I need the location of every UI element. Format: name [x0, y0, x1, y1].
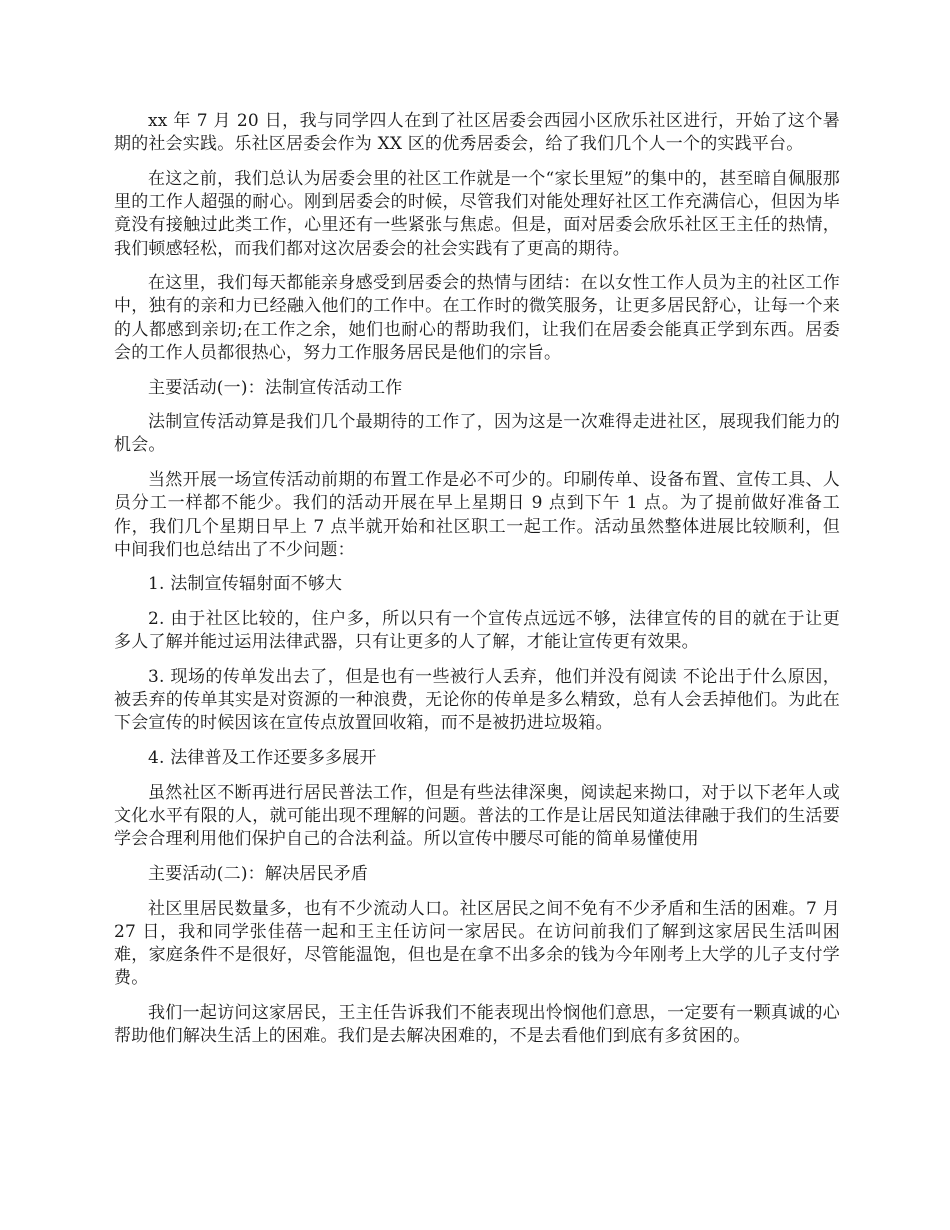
- numbered-item: 3. 现场的传单发出去了，但是也有一些被行人丢弃，他们并没有阅读 不论出于什么原因，被丢弃的传单其实是对资源的一种浪费，无论你的传单是多么精致，总有人会丢掉他们。为此在下会宣传的时候因该在宣传点放置回收箱，而不是被扔进垃圾箱。: [114, 667, 840, 734]
- paragraph: 在这里，我们每天都能亲身感受到居委会的热情与团结：在以女性工作人员为主的社区工作中，独有的亲和力已经融入他们的工作中。在工作时的微笑服务，让更多居民舒心，让每一个来的人都感到亲切;在工作之余，她们也耐心的帮助我们，让我们在居委会能真正学到东西。居委会的工作人员都很热心，努力工作服务居民是他们的宗旨。: [114, 273, 840, 363]
- paragraph: 当然开展一场宣传活动前期的布置工作是必不可少的。印刷传单、设备布置、宣传工具、人员分工一样都不能少。我们的活动开展在早上星期日 9 点到下午 1 点。为了提前做好准备工作，我们几个星期日早上 7 点半就开始和社区职工一起工作。活动虽然整体进展比较顺利，但中间我们也总结出了不少问题：: [114, 470, 840, 560]
- paragraph: 我们一起访问这家居民，王主任告诉我们不能表现出怜悯他们意思，一定要有一颗真诚的心帮助他们解决生活上的困难。我们是去解决困难的，不是去看他们到底有多贫困的。: [114, 1003, 840, 1047]
- document-body: [114, 110, 840, 1060]
- paragraph: 虽然社区不断再进行居民普法工作，但是有些法律深奥，阅读起来拗口，对于以下老年人或文化水平有限的人，就可能出现不理解的问题。普法的工作是让居民知道法律融于我们的生活要学会合理利用他们保护自己的合法利益。所以宣传中腰尽可能的简单易懂使用: [114, 782, 840, 850]
- paragraph: 在这之前，我们总认为居委会里的社区工作就是一个“家长里短”的集中的，甚至暗自佩服那里的工作人超强的耐心。刚到居委会的时候，尽管我们对能处理好社区工作充满信心，但因为毕竟没有接触过此类工作，心里还有一些紧张与焦虑。但是，面对居委会欣乐社区王主任的热情，我们顿感轻松，而我们都对这次居委会的社会实践有了更高的期待。: [114, 168, 840, 259]
- section-heading: 主要活动(二)：解决居民矛盾: [148, 863, 369, 884]
- section-heading: 主要活动(一)：法制宣传活动工作: [148, 377, 403, 398]
- paragraph: 法制宣传活动算是我们几个最期待的工作了，因为这是一次难得走进社区，展现我们能力的机会。: [114, 412, 840, 456]
- paragraph: 社区里居民数量多，也有不少流动人口。社区居民之间不免有不少矛盾和生活的困难。7 月 27 日，我和同学张佳蓓一起和王主任访问一家居民。在访问前我们了解到这家居民生活叫困难，家庭条件不是很好，尽管能温饱，但也是在拿不出多余的钱为今年刚考上大学的儿子支付学费。: [114, 898, 840, 989]
- numbered-item: 4. 法律普及工作还要多多展开: [148, 748, 377, 769]
- paragraph: xx 年 7 月 20 日，我与同学四人在到了社区居委会西园小区欣乐社区进行，开始了这个暑期的社会实践。乐社区居委会作为 XX 区的优秀居委会，给了我们几个人一个的实践平台。: [114, 111, 840, 155]
- numbered-item: 2. 由于社区比较的，住户多，所以只有一个宣传点远远不够，法律宣传的目的就在于让更多人了解并能过运用法律武器，只有让更多的人了解，才能让宣传更有效果。: [114, 609, 840, 653]
- numbered-item: 1. 法制宣传辐射面不够大: [148, 574, 343, 595]
